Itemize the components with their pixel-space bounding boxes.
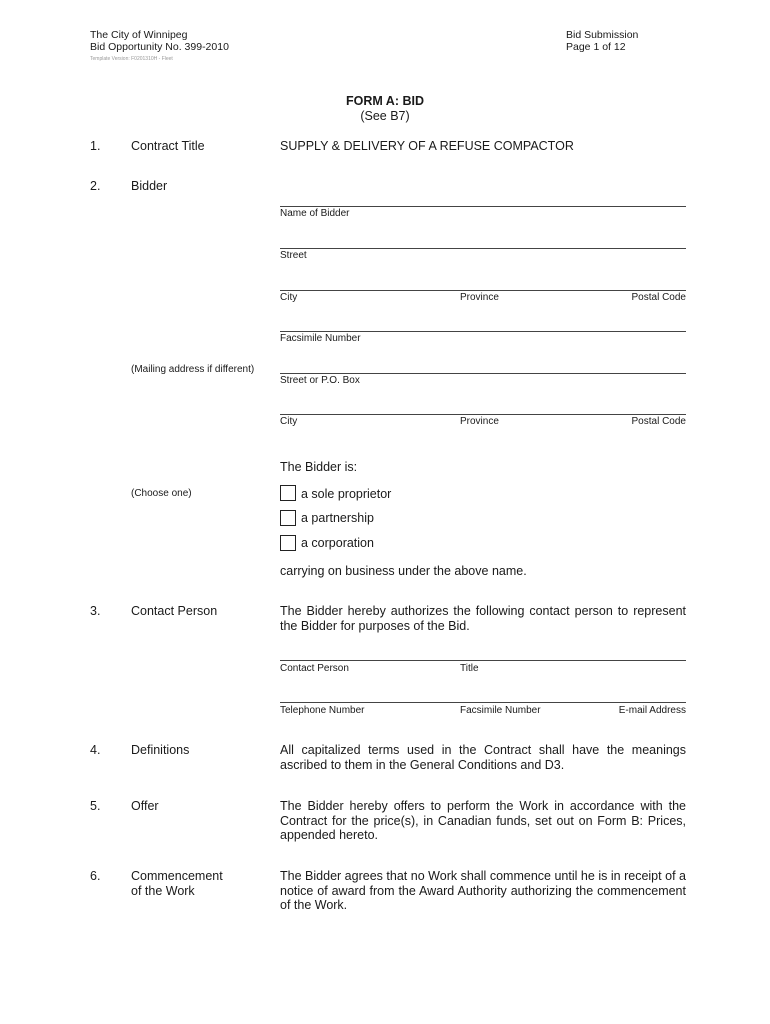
city-province-postal-line-2[interactable] [280, 414, 686, 415]
contact-person-title-line[interactable] [280, 660, 686, 661]
telephone-number-label: Telephone Number [280, 705, 365, 716]
header-bid-opportunity: Bid Opportunity No. 399-2010 [90, 41, 229, 53]
province-label: Province [460, 292, 499, 303]
section-3-number: 3. [90, 604, 101, 618]
title-field-label: Title [460, 663, 479, 674]
section-3-label: Contact Person [131, 604, 218, 618]
carrying-on-business-text: carrying on business under the above name. [280, 564, 527, 578]
street-line[interactable] [280, 248, 686, 249]
contact-person-field-label: Contact Person [280, 663, 349, 674]
postal-code-label-2: Postal Code [631, 416, 686, 427]
offer-paragraph: The Bidder hereby offers to perform the Work in accordance with the Contract for the price(s), in Canadian funds, set out on Form B: Prices, appended hereto. [280, 799, 686, 842]
email-address-label: E-mail Address [618, 705, 686, 716]
section-2-label: Bidder [131, 179, 168, 193]
telephone-fax-email-line[interactable] [280, 702, 686, 703]
form-title: FORM A: BID [346, 94, 424, 108]
section-5-label: Offer [131, 799, 159, 813]
contract-title-value: SUPPLY & DELIVERY OF A REFUSE COMPACTOR [280, 139, 574, 153]
facsimile-label: Facsimile Number [280, 333, 361, 344]
sole-proprietor-checkbox[interactable] [280, 485, 296, 501]
section-2-number: 2. [90, 179, 101, 193]
name-of-bidder-line[interactable] [280, 206, 686, 207]
section-5-number: 5. [90, 799, 101, 813]
city-province-postal-line[interactable] [280, 290, 686, 291]
facsimile-number-label: Facsimile Number [460, 705, 541, 716]
section-6-label-line1: Commencement [131, 869, 223, 883]
corporation-checkbox[interactable] [280, 535, 296, 551]
postal-code-label: Postal Code [631, 292, 686, 303]
partnership-checkbox[interactable] [280, 510, 296, 526]
mailing-address-note: (Mailing address if different) [131, 364, 255, 375]
bidder-is-label: The Bidder is: [280, 460, 358, 474]
section-6-number: 6. [90, 869, 101, 883]
header-city: The City of Winnipeg [90, 29, 188, 41]
header-template-version: Template Version: F0201310H - Fleet [90, 56, 173, 62]
name-of-bidder-label: Name of Bidder [280, 208, 350, 219]
street-label: Street [280, 250, 307, 261]
city-label: City [280, 292, 298, 303]
contact-person-paragraph: The Bidder hereby authorizes the following contact person to represent the Bidder for purposes of the Bid. [280, 604, 686, 633]
header-page-number: Page 1 of 12 [566, 41, 626, 53]
section-4-label: Definitions [131, 743, 190, 757]
facsimile-line[interactable] [280, 331, 686, 332]
section-1-label: Contract Title [131, 139, 205, 153]
city-label-2: City [280, 416, 298, 427]
section-1-number: 1. [90, 139, 101, 153]
definitions-paragraph: All capitalized terms used in the Contract shall have the meanings ascribed to them in the General Conditions and D3. [280, 743, 686, 772]
choose-one-note: (Choose one) [131, 488, 192, 499]
section-4-number: 4. [90, 743, 101, 757]
sole-proprietor-label: a sole proprietor [301, 487, 392, 501]
corporation-label: a corporation [301, 536, 374, 550]
header-bid-submission: Bid Submission [566, 29, 639, 41]
street-po-line[interactable] [280, 373, 686, 374]
province-label-2: Province [460, 416, 499, 427]
form-subtitle: (See B7) [360, 109, 410, 123]
section-6-label-line2: of the Work [131, 884, 195, 898]
street-po-label: Street or P.O. Box [280, 375, 360, 386]
partnership-label: a partnership [301, 511, 374, 525]
commencement-paragraph: The Bidder agrees that no Work shall commence until he is in receipt of a notice of award from the Award Authority authorizing the commencement of the Work. [280, 869, 686, 912]
